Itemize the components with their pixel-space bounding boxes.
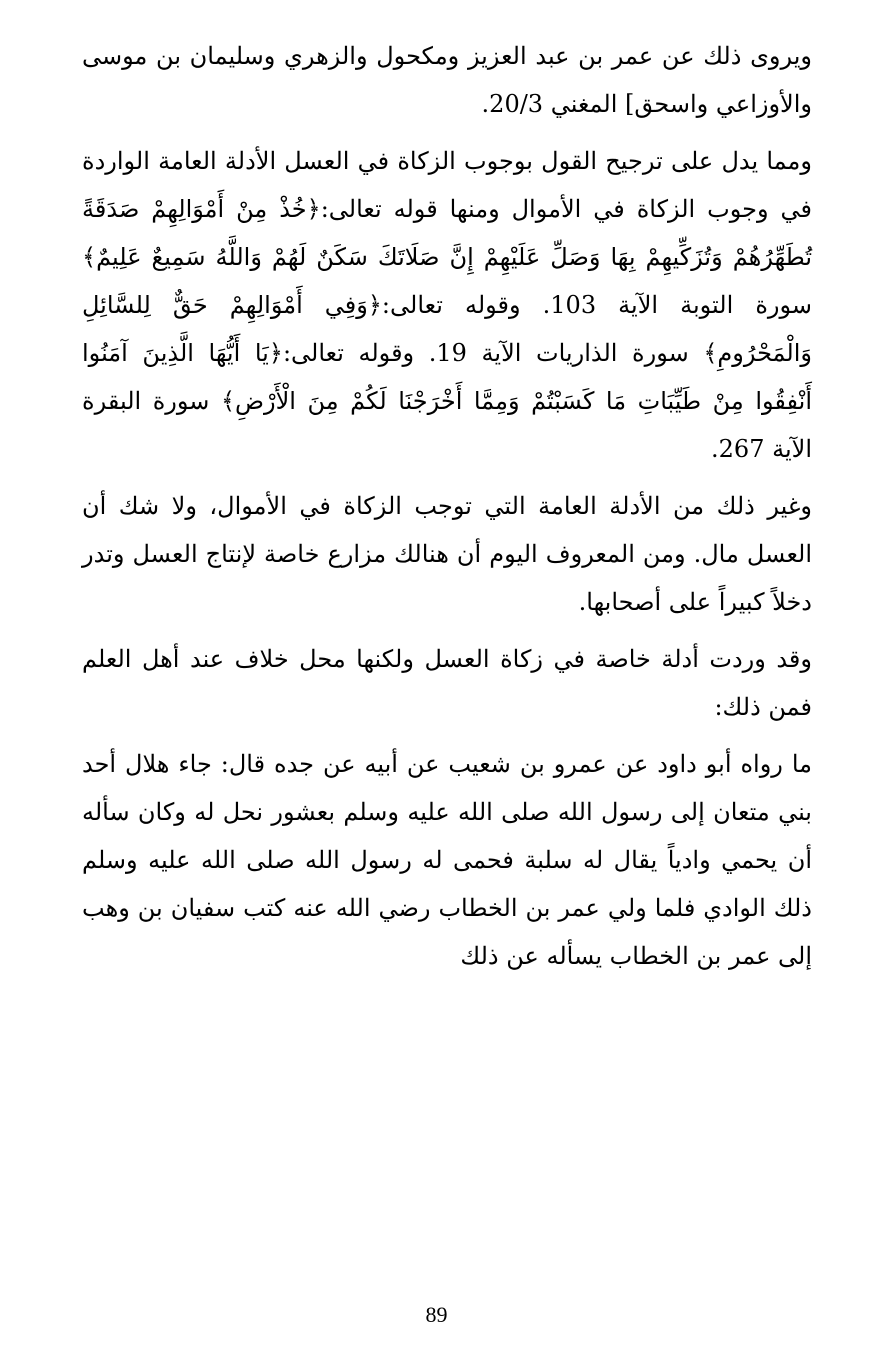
paragraph-1: ويروى ذلك عن عمر بن عبد العزيز ومكحول والزهري وسليمان بن موسى والأوزاعي واسحق] المغني 20/3. <box>82 42 812 118</box>
paragraph-3: وغير ذلك من الأدلة العامة التي توجب الزكاة في الأموال، ولا شك أن العسل مال. ومن المعروف اليوم أن هنالك مزارع خاصة لإنتاج العسل وتدر دخلاً كبيراً على أصحابها. <box>82 492 813 616</box>
paragraph-4: وقد وردت أدلة خاصة في زكاة العسل ولكنها محل خلاف عند أهل العلم فمن ذلك: <box>82 645 812 721</box>
paragraph-2 <box>82 137 812 473</box>
citation-baqarah: سورة البقرة الآية 267. <box>82 387 812 463</box>
page-number: 89 <box>425 1302 448 1327</box>
quran-verse-tawbah: ﴿خُذْ مِنْ أَمْوَالِهِمْ صَدَقَةً تُطَهِّرُهُمْ وَتُزَكِّيهِمْ بِهَا وَصَلِّ عَلَيْهِمْ إِنَّ صَلَاتَكَ سَكَنٌ لَهُمْ وَاللَّهُ سَمِيعٌ عَلِيمٌ﴾ <box>82 195 812 271</box>
citation-tawbah: سورة التوبة الآية 103. وقوله تعالى: <box>381 291 812 319</box>
quran-verse-baqarah: ﴿يَا أَيُّهَا الَّذِينَ آمَنُوا أَنْفِقُوا مِنْ طَيِّبَاتِ مَا كَسَبْتُمْ وَمِمَّا أَخْرَجْنَا لَكُمْ مِنَ الْأَرْضِ﴾ <box>82 339 813 415</box>
paragraph-5: ما رواه أبو داود عن عمرو بن شعيب عن أبيه عن جده قال: جاء هلال أحد بني متعان إلى رسول الله صلى الله عليه وسلم بعشور نحل له وكان سأله أن يحمي وادياً يقال له سلبة فحمى له رسول الله صلى الله عليه وسلم ذلك الوادي فلما ولي عمر بن الخطاب رضي الله عنه كتب سفيان بن وهب إلى عمر بن الخطاب يسأله عن ذلك <box>82 750 812 970</box>
paragraph-2-intro: ومما يدل على ترجيح القول بوجوب الزكاة في العسل الأدلة العامة الواردة في وجوب الزكاة في الأموال ومنها قوله تعالى: <box>82 147 812 223</box>
citation-dhariyat: سورة الذاريات الآية 19. وقوله تعالى: <box>282 339 704 367</box>
quran-verse-dhariyat: ﴿وَفِي أَمْوَالِهِمْ حَقٌّ لِلسَّائِلِ وَالْمَحْرُومِ﴾ <box>82 291 813 367</box>
page-body <box>82 32 812 989</box>
